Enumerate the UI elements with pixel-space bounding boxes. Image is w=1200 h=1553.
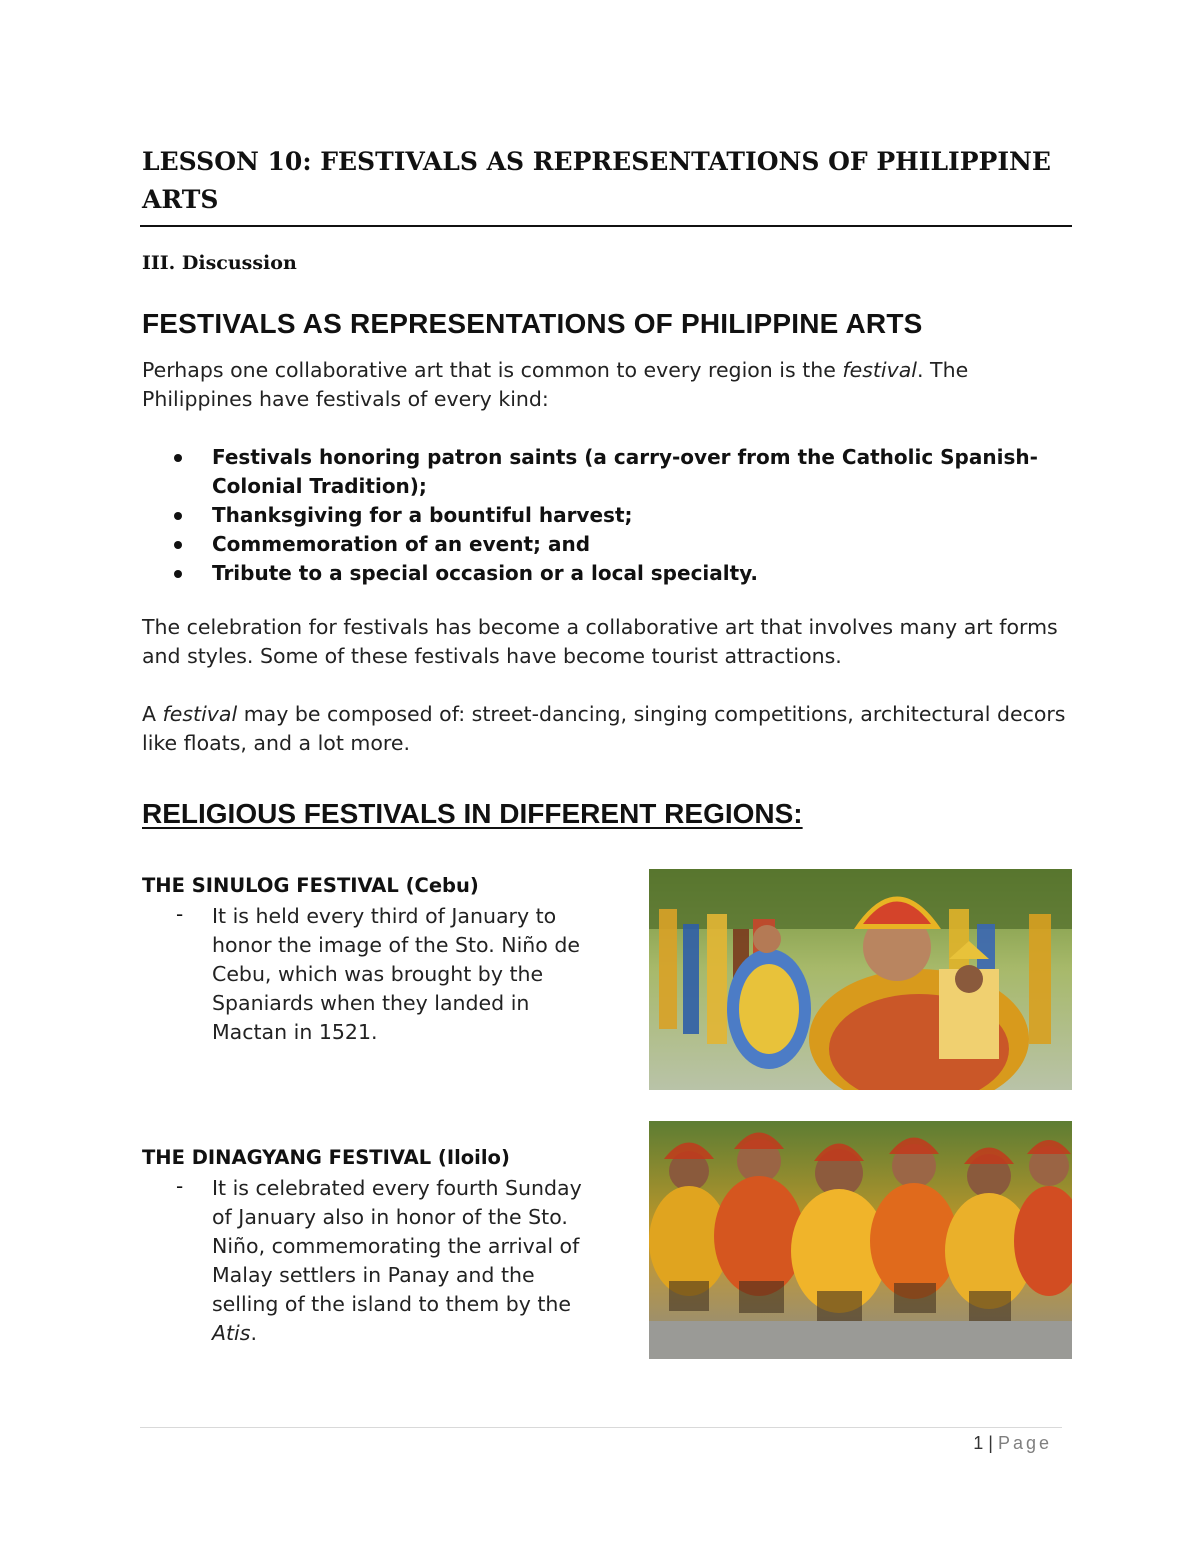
dash-marker: - bbox=[176, 902, 184, 926]
bullet-icon bbox=[174, 454, 182, 462]
list-item bbox=[170, 443, 1070, 501]
composition-text-1: A bbox=[142, 702, 163, 726]
list-item bbox=[170, 559, 1070, 588]
footer-divider bbox=[140, 1427, 1062, 1428]
festival-kinds-list bbox=[170, 443, 1070, 588]
dinagyang-photo bbox=[649, 1121, 1072, 1359]
dash-marker: - bbox=[176, 1174, 184, 1198]
list-item bbox=[170, 530, 1070, 559]
intro-paragraph bbox=[142, 356, 1072, 414]
list-item-text: Festivals honoring patron saints (a carry-over from the Catholic Spanish-Colonial Tradition); bbox=[212, 445, 1038, 498]
page-label: Page bbox=[997, 1433, 1052, 1453]
intro-text-2: . The Philippines have festivals of every kind: bbox=[142, 358, 969, 411]
list-item-text: Commemoration of an event; and bbox=[212, 532, 591, 556]
dinagyang-title: THE DINAGYANG FESTIVAL (Iloilo) bbox=[142, 1146, 510, 1169]
dinagyang-atis-term: Atis bbox=[212, 1321, 251, 1345]
composition-festival-term: festival bbox=[162, 702, 238, 726]
composition-paragraph bbox=[142, 700, 1072, 758]
religious-festivals-heading: RELIGIOUS FESTIVALS IN DIFFERENT REGIONS: bbox=[142, 798, 803, 829]
dinagyang-text-1: It is celebrated every fourth Sunday of January also in honor of the Sto. Niño, commemorating the arrival of Malay settlers in Panay and the selling of the island to them by the bbox=[212, 1176, 582, 1316]
list-item bbox=[170, 501, 1070, 530]
page-number bbox=[973, 1433, 1052, 1454]
page-separator: | bbox=[988, 1433, 993, 1453]
bullet-icon bbox=[174, 570, 182, 578]
composition-text-2: may be composed of: street-dancing, singing competitions, architectural decors like floats, and a lot more. bbox=[142, 702, 1066, 755]
dinagyang-text-2: . bbox=[250, 1321, 257, 1345]
sinulog-description: It is held every third of January to honor the image of the Sto. Niño de Cebu, which was brought by the Spaniards when they landed in Mactan in 1521. bbox=[212, 904, 580, 1044]
page-number-value: 1 bbox=[973, 1433, 984, 1453]
list-item-text: Thanksgiving for a bountiful harvest; bbox=[212, 503, 633, 527]
list-item-text: Tribute to a special occasion or a local specialty. bbox=[212, 561, 758, 585]
title-divider bbox=[140, 225, 1072, 227]
section-label: III. Discussion bbox=[142, 252, 297, 274]
main-heading: FESTIVALS AS REPRESENTATIONS OF PHILIPPINE ARTS bbox=[142, 308, 923, 339]
dinagyang-description bbox=[212, 1174, 587, 1348]
bullet-icon bbox=[174, 512, 182, 520]
celebration-paragraph: The celebration for festivals has become a collaborative art that involves many art forms and styles. Some of these festivals have become tourist attractions. bbox=[142, 615, 1058, 668]
intro-text-1: Perhaps one collaborative art that is common to every region is the bbox=[142, 358, 843, 382]
intro-festival-term: festival bbox=[842, 358, 918, 382]
sinulog-photo bbox=[649, 869, 1072, 1090]
sinulog-title: THE SINULOG FESTIVAL (Cebu) bbox=[142, 874, 479, 897]
bullet-icon bbox=[174, 541, 182, 549]
lesson-title: LESSON 10: FESTIVALS AS REPRESENTATIONS OF PHILIPPINE ARTS bbox=[142, 147, 1051, 214]
